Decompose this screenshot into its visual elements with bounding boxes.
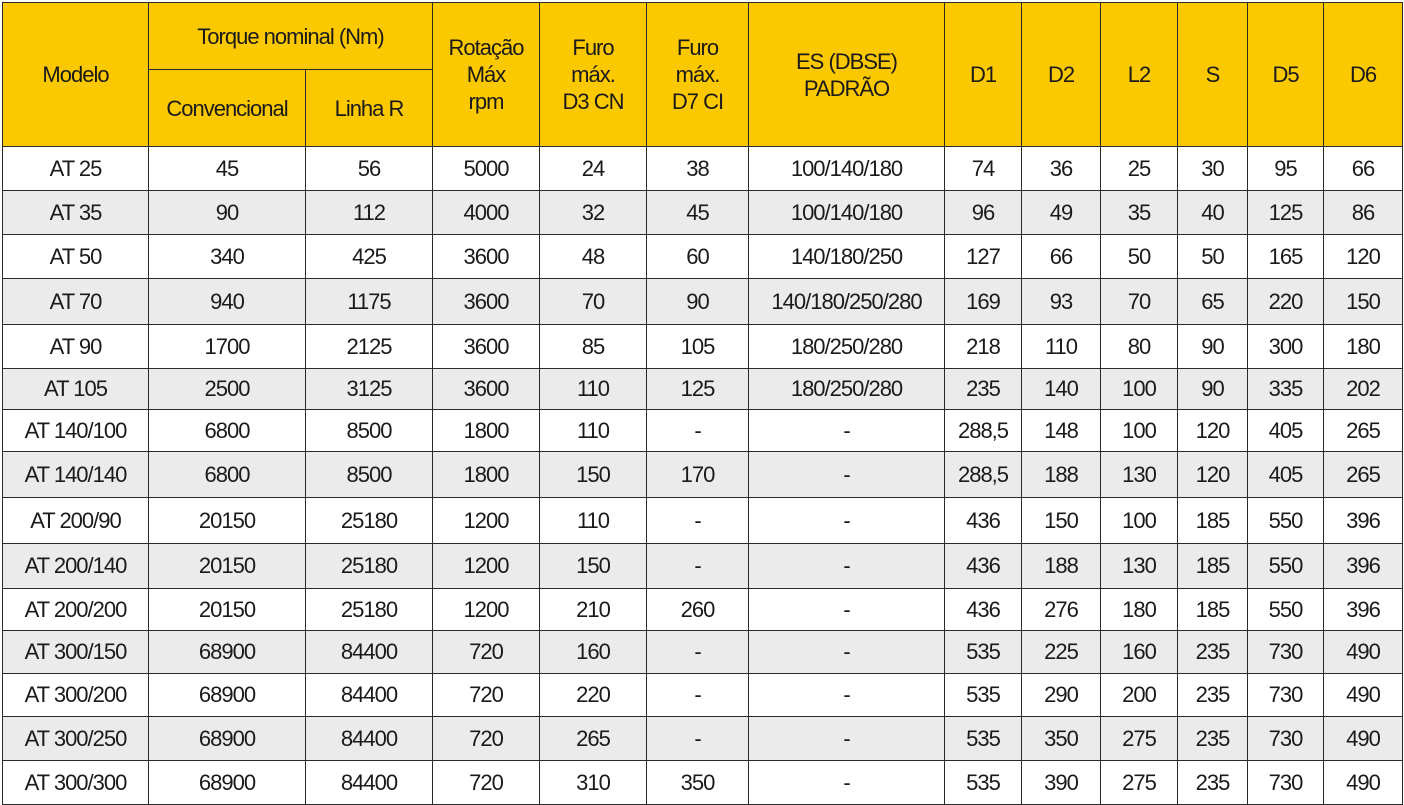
cell-rotacao: 1200 <box>433 544 540 589</box>
table-row <box>3 147 1403 191</box>
cell-d6: 490 <box>1324 717 1403 761</box>
cell-d1: 535 <box>945 717 1022 761</box>
cell-linha-r: 2125 <box>306 325 433 369</box>
cell-d5: 550 <box>1248 589 1324 631</box>
cell-l2: 130 <box>1101 452 1178 498</box>
cell-s: 65 <box>1178 279 1248 325</box>
cell-d2: 390 <box>1022 761 1101 805</box>
table-row <box>3 235 1403 279</box>
cell-d2: 140 <box>1022 369 1101 410</box>
cell-modelo: AT 140/100 <box>3 410 149 452</box>
cell-s: 235 <box>1178 674 1248 717</box>
cell-modelo: AT 105 <box>3 369 149 410</box>
cell-es-dbse: - <box>749 452 945 498</box>
cell-modelo: AT 70 <box>3 279 149 325</box>
cell-d5: 335 <box>1248 369 1324 410</box>
cell-d1: 235 <box>945 369 1022 410</box>
cell-l2: 275 <box>1101 761 1178 805</box>
table-row <box>3 674 1403 717</box>
cell-d2: 66 <box>1022 235 1101 279</box>
cell-furo-d3: 150 <box>540 452 647 498</box>
cell-convencional: 6800 <box>149 452 306 498</box>
cell-convencional: 20150 <box>149 544 306 589</box>
cell-l2: 200 <box>1101 674 1178 717</box>
cell-d6: 490 <box>1324 674 1403 717</box>
cell-modelo: AT 300/300 <box>3 761 149 805</box>
cell-rotacao: 1800 <box>433 410 540 452</box>
cell-es-dbse: - <box>749 410 945 452</box>
cell-convencional: 340 <box>149 235 306 279</box>
cell-furo-d7: 38 <box>647 147 749 191</box>
cell-rotacao: 3600 <box>433 325 540 369</box>
cell-modelo: AT 140/140 <box>3 452 149 498</box>
cell-d5: 550 <box>1248 498 1324 544</box>
col-header-convencional: Convencional <box>149 70 306 147</box>
cell-modelo: AT 50 <box>3 235 149 279</box>
table-body <box>3 147 1403 805</box>
cell-furo-d7: 60 <box>647 235 749 279</box>
cell-convencional: 20150 <box>149 589 306 631</box>
cell-furo-d7: - <box>647 674 749 717</box>
cell-furo-d3: 32 <box>540 191 647 235</box>
cell-furo-d3: 210 <box>540 589 647 631</box>
table-row <box>3 631 1403 674</box>
cell-furo-d7: 350 <box>647 761 749 805</box>
cell-s: 235 <box>1178 761 1248 805</box>
cell-l2: 275 <box>1101 717 1178 761</box>
cell-s: 235 <box>1178 717 1248 761</box>
cell-d5: 730 <box>1248 631 1324 674</box>
cell-l2: 100 <box>1101 498 1178 544</box>
cell-furo-d7: - <box>647 498 749 544</box>
cell-convencional: 1700 <box>149 325 306 369</box>
cell-furo-d7: 170 <box>647 452 749 498</box>
cell-d6: 396 <box>1324 498 1403 544</box>
cell-d1: 288,5 <box>945 452 1022 498</box>
cell-d5: 125 <box>1248 191 1324 235</box>
cell-modelo: AT 200/200 <box>3 589 149 631</box>
cell-s: 185 <box>1178 589 1248 631</box>
cell-convencional: 90 <box>149 191 306 235</box>
table-row <box>3 498 1403 544</box>
cell-furo-d3: 110 <box>540 369 647 410</box>
cell-d1: 535 <box>945 674 1022 717</box>
cell-d5: 95 <box>1248 147 1324 191</box>
table-row <box>3 191 1403 235</box>
cell-rotacao: 5000 <box>433 147 540 191</box>
cell-es-dbse: 140/180/250/280 <box>749 279 945 325</box>
cell-modelo: AT 35 <box>3 191 149 235</box>
cell-l2: 180 <box>1101 589 1178 631</box>
cell-es-dbse: 100/140/180 <box>749 191 945 235</box>
cell-furo-d7: 260 <box>647 589 749 631</box>
cell-d5: 300 <box>1248 325 1324 369</box>
cell-linha-r: 8500 <box>306 452 433 498</box>
cell-linha-r: 1175 <box>306 279 433 325</box>
col-header-torque-nominal: Torque nominal (Nm) <box>149 3 433 70</box>
cell-linha-r: 8500 <box>306 410 433 452</box>
cell-rotacao: 4000 <box>433 191 540 235</box>
cell-l2: 160 <box>1101 631 1178 674</box>
cell-l2: 80 <box>1101 325 1178 369</box>
cell-convencional: 45 <box>149 147 306 191</box>
cell-furo-d7: - <box>647 717 749 761</box>
cell-furo-d3: 150 <box>540 544 647 589</box>
col-header-d6: D6 <box>1324 3 1403 147</box>
cell-es-dbse: 180/250/280 <box>749 369 945 410</box>
cell-s: 40 <box>1178 191 1248 235</box>
table-row <box>3 717 1403 761</box>
cell-d2: 188 <box>1022 544 1101 589</box>
cell-linha-r: 25180 <box>306 589 433 631</box>
cell-es-dbse: - <box>749 544 945 589</box>
cell-l2: 130 <box>1101 544 1178 589</box>
col-header-l2: L2 <box>1101 3 1178 147</box>
cell-l2: 50 <box>1101 235 1178 279</box>
cell-rotacao: 720 <box>433 674 540 717</box>
cell-convencional: 940 <box>149 279 306 325</box>
cell-modelo: AT 200/90 <box>3 498 149 544</box>
cell-s: 120 <box>1178 452 1248 498</box>
cell-es-dbse: - <box>749 761 945 805</box>
table-row <box>3 369 1403 410</box>
cell-furo-d7: 105 <box>647 325 749 369</box>
cell-d2: 110 <box>1022 325 1101 369</box>
cell-linha-r: 84400 <box>306 674 433 717</box>
cell-furo-d3: 24 <box>540 147 647 191</box>
cell-d2: 93 <box>1022 279 1101 325</box>
cell-es-dbse: - <box>749 674 945 717</box>
cell-rotacao: 1800 <box>433 452 540 498</box>
cell-l2: 35 <box>1101 191 1178 235</box>
col-header-d5: D5 <box>1248 3 1324 147</box>
cell-d6: 180 <box>1324 325 1403 369</box>
cell-d2: 225 <box>1022 631 1101 674</box>
cell-furo-d3: 160 <box>540 631 647 674</box>
cell-rotacao: 3600 <box>433 235 540 279</box>
cell-d2: 290 <box>1022 674 1101 717</box>
cell-linha-r: 25180 <box>306 544 433 589</box>
cell-furo-d3: 85 <box>540 325 647 369</box>
cell-d5: 405 <box>1248 452 1324 498</box>
table-row <box>3 544 1403 589</box>
cell-furo-d3: 110 <box>540 498 647 544</box>
cell-d1: 169 <box>945 279 1022 325</box>
cell-modelo: AT 300/200 <box>3 674 149 717</box>
cell-d6: 265 <box>1324 452 1403 498</box>
cell-furo-d3: 220 <box>540 674 647 717</box>
cell-linha-r: 112 <box>306 191 433 235</box>
cell-d1: 535 <box>945 761 1022 805</box>
col-header-linha-r: Linha R <box>306 70 433 147</box>
cell-s: 90 <box>1178 325 1248 369</box>
table-row <box>3 761 1403 805</box>
table-row <box>3 589 1403 631</box>
table-row <box>3 452 1403 498</box>
col-header-d2: D2 <box>1022 3 1101 147</box>
cell-modelo: AT 300/250 <box>3 717 149 761</box>
cell-furo-d7: 90 <box>647 279 749 325</box>
cell-furo-d7: - <box>647 631 749 674</box>
cell-rotacao: 3600 <box>433 369 540 410</box>
cell-rotacao: 1200 <box>433 589 540 631</box>
cell-l2: 70 <box>1101 279 1178 325</box>
cell-convencional: 68900 <box>149 717 306 761</box>
cell-convencional: 68900 <box>149 761 306 805</box>
cell-s: 185 <box>1178 498 1248 544</box>
table-row <box>3 279 1403 325</box>
cell-s: 120 <box>1178 410 1248 452</box>
col-header-furo-d7: Furo máx. D7 CI <box>647 3 749 147</box>
coupling-spec-table <box>2 2 1403 805</box>
cell-rotacao: 720 <box>433 761 540 805</box>
cell-d2: 36 <box>1022 147 1101 191</box>
cell-s: 235 <box>1178 631 1248 674</box>
cell-d2: 49 <box>1022 191 1101 235</box>
cell-d6: 86 <box>1324 191 1403 235</box>
cell-d5: 550 <box>1248 544 1324 589</box>
cell-convencional: 20150 <box>149 498 306 544</box>
cell-d5: 220 <box>1248 279 1324 325</box>
cell-d6: 265 <box>1324 410 1403 452</box>
cell-d6: 396 <box>1324 544 1403 589</box>
cell-furo-d7: - <box>647 544 749 589</box>
cell-d1: 436 <box>945 498 1022 544</box>
cell-es-dbse: - <box>749 717 945 761</box>
cell-l2: 100 <box>1101 369 1178 410</box>
table-row <box>3 410 1403 452</box>
cell-es-dbse: - <box>749 498 945 544</box>
cell-d6: 120 <box>1324 235 1403 279</box>
cell-es-dbse: 180/250/280 <box>749 325 945 369</box>
cell-es-dbse: 100/140/180 <box>749 147 945 191</box>
cell-es-dbse: 140/180/250 <box>749 235 945 279</box>
cell-convencional: 6800 <box>149 410 306 452</box>
cell-furo-d3: 265 <box>540 717 647 761</box>
cell-linha-r: 84400 <box>306 761 433 805</box>
col-header-es-dbse: ES (DBSE) PADRÃO <box>749 3 945 147</box>
cell-modelo: AT 300/150 <box>3 631 149 674</box>
cell-furo-d7: 45 <box>647 191 749 235</box>
cell-furo-d3: 48 <box>540 235 647 279</box>
col-header-s: S <box>1178 3 1248 147</box>
cell-d6: 490 <box>1324 631 1403 674</box>
cell-d1: 218 <box>945 325 1022 369</box>
cell-d6: 150 <box>1324 279 1403 325</box>
cell-d1: 288,5 <box>945 410 1022 452</box>
cell-l2: 25 <box>1101 147 1178 191</box>
cell-es-dbse: - <box>749 631 945 674</box>
cell-rotacao: 1200 <box>433 498 540 544</box>
cell-d2: 276 <box>1022 589 1101 631</box>
cell-convencional: 68900 <box>149 631 306 674</box>
cell-linha-r: 25180 <box>306 498 433 544</box>
cell-d6: 202 <box>1324 369 1403 410</box>
cell-modelo: AT 90 <box>3 325 149 369</box>
cell-d5: 405 <box>1248 410 1324 452</box>
cell-rotacao: 3600 <box>433 279 540 325</box>
cell-d1: 127 <box>945 235 1022 279</box>
cell-d1: 436 <box>945 544 1022 589</box>
cell-s: 185 <box>1178 544 1248 589</box>
cell-s: 50 <box>1178 235 1248 279</box>
cell-s: 30 <box>1178 147 1248 191</box>
cell-l2: 100 <box>1101 410 1178 452</box>
cell-convencional: 68900 <box>149 674 306 717</box>
col-header-furo-d3: Furo máx. D3 CN <box>540 3 647 147</box>
cell-convencional: 2500 <box>149 369 306 410</box>
cell-furo-d3: 310 <box>540 761 647 805</box>
cell-modelo: AT 200/140 <box>3 544 149 589</box>
col-header-rotacao: Rotação Máx rpm <box>433 3 540 147</box>
cell-d1: 436 <box>945 589 1022 631</box>
col-header-d1: D1 <box>945 3 1022 147</box>
cell-d6: 396 <box>1324 589 1403 631</box>
cell-furo-d3: 110 <box>540 410 647 452</box>
cell-furo-d3: 70 <box>540 279 647 325</box>
cell-d1: 535 <box>945 631 1022 674</box>
cell-linha-r: 56 <box>306 147 433 191</box>
cell-d2: 350 <box>1022 717 1101 761</box>
cell-d5: 730 <box>1248 761 1324 805</box>
cell-modelo: AT 25 <box>3 147 149 191</box>
cell-d1: 74 <box>945 147 1022 191</box>
cell-rotacao: 720 <box>433 631 540 674</box>
cell-d1: 96 <box>945 191 1022 235</box>
cell-d6: 490 <box>1324 761 1403 805</box>
cell-d2: 188 <box>1022 452 1101 498</box>
cell-s: 90 <box>1178 369 1248 410</box>
cell-linha-r: 84400 <box>306 717 433 761</box>
cell-rotacao: 720 <box>433 717 540 761</box>
cell-furo-d7: 125 <box>647 369 749 410</box>
table-row <box>3 325 1403 369</box>
cell-d5: 730 <box>1248 717 1324 761</box>
cell-linha-r: 84400 <box>306 631 433 674</box>
table-header <box>3 3 1403 147</box>
cell-d5: 165 <box>1248 235 1324 279</box>
cell-linha-r: 425 <box>306 235 433 279</box>
col-header-modelo: Modelo <box>3 3 149 147</box>
cell-d6: 66 <box>1324 147 1403 191</box>
cell-linha-r: 3125 <box>306 369 433 410</box>
cell-es-dbse: - <box>749 589 945 631</box>
cell-d2: 148 <box>1022 410 1101 452</box>
cell-d2: 150 <box>1022 498 1101 544</box>
cell-d5: 730 <box>1248 674 1324 717</box>
cell-furo-d7: - <box>647 410 749 452</box>
